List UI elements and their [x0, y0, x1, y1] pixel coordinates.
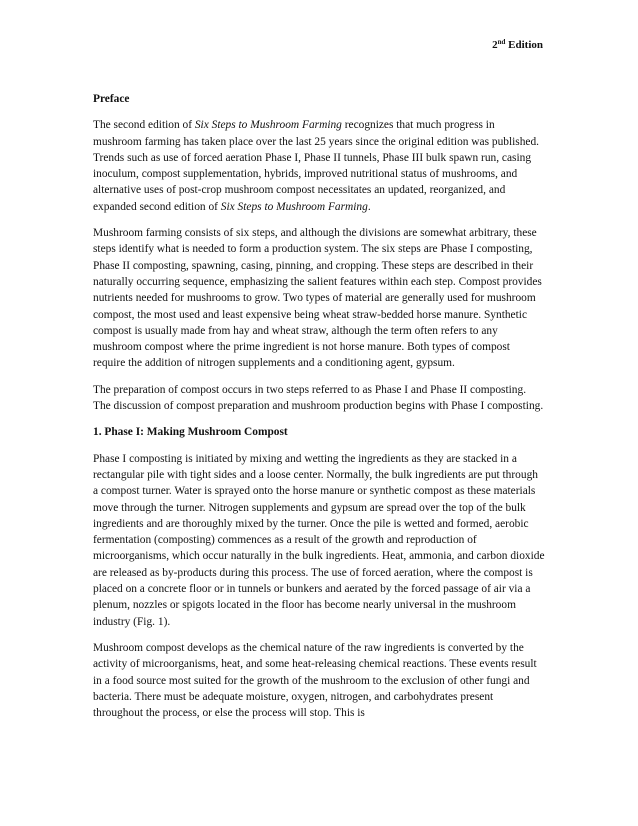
- edition-label: Edition: [508, 39, 543, 51]
- preface-p1-body: recognizes that much progress in mushroom farming has taken place over the last 25 years since the original edition was published. Trends such as use of forced aeration Phase I, Phase II tunnels, Phase III bulk spawn run, casing inoculum, compost supplementation, hybrids, improved nutritional status of mushrooms, and alternative uses of post-crop mushroom compost necessitates an updated, reorganized, and expanded second edition of: [93, 119, 540, 213]
- preface-p1-end: .: [367, 200, 371, 213]
- preface-p1-intro: The second edition of: [93, 119, 195, 132]
- preface-paragraph-3: The preparation of compost occurs in two steps referred to as Phase I and Phase II composting. The discussion of compost preparation and mushroom production begins with Phase I composting.: [93, 383, 544, 413]
- document-body: [93, 91, 545, 731]
- book-title: Six Steps to Mushroom Farming: [194, 119, 342, 132]
- book-title: Six Steps to Mushroom Farming: [220, 200, 368, 213]
- edition-suffix: nd: [497, 38, 506, 46]
- edition-header: [492, 38, 543, 52]
- section-1-paragraph-1: Phase I composting is initiated by mixing and wetting the ingredients as they are stacked in a rectangular pile with tight sides and a loose center. Normally, the bulk ingredients are put through a compost turner. Water is sprayed onto the horse manure or synthetic compost as these materials move through the turner. Nitrogen supplements and gypsum are spread over the top of the bulk ingredients and are thoroughly mixed by the turner. Once the pile is wetted and formed, aerobic fermentation (composting) commences as a result of the growth and reproduction of microorganisms, which occur naturally in the bulk ingredients. Heat, ammonia, and carbon dioxide are released as by-products during this process. The use of forced aeration, where the compost is placed on a concrete floor or in tunnels or bunkers and aerated by the forced passage of air via a plenum, nozzles or spigots located in the floor has become nearly universal in the mushroom industry (Fig. 1).: [93, 452, 545, 628]
- section-1-paragraph-2: Mushroom compost develops as the chemical nature of the raw ingredients is converted by the activity of microorganisms, heat, and some heat-releasing chemical reactions. These events result in a food source most suited for the growth of the mushroom to the exclusion of other fungi and bacteria. There must be adequate moisture, oxygen, nitrogen, and carbohydrates present throughout the process, or else the process will stop. This is: [93, 641, 537, 720]
- preface-heading: Preface: [93, 93, 130, 105]
- preface-paragraph-1: [93, 117, 545, 215]
- preface-paragraph-2: Mushroom farming consists of six steps, and although the divisions are somewhat arbitrary, these steps identify what is needed to form a production system. The six steps are Phase I composting, Phase II composting, spawning, casing, pinning, and cropping. These steps are described in their naturally occurring sequence, emphasizing the salient features within each step. Compost provides nutrients needed for mushrooms to grow. Two types of material are generally used for mushroom compost, the most used and least expensive being wheat straw-bedded horse manure. Synthetic compost is usually made from hay and wheat straw, although the term often refers to any mushroom compost where the prime ingredient is not horse manure. Both types of compost require the addition of nitrogen supplements and a conditioning agent, gypsum.: [93, 227, 542, 370]
- section-1-heading: 1. Phase I: Making Mushroom Compost: [93, 426, 288, 439]
- edition-number: 2: [492, 39, 498, 51]
